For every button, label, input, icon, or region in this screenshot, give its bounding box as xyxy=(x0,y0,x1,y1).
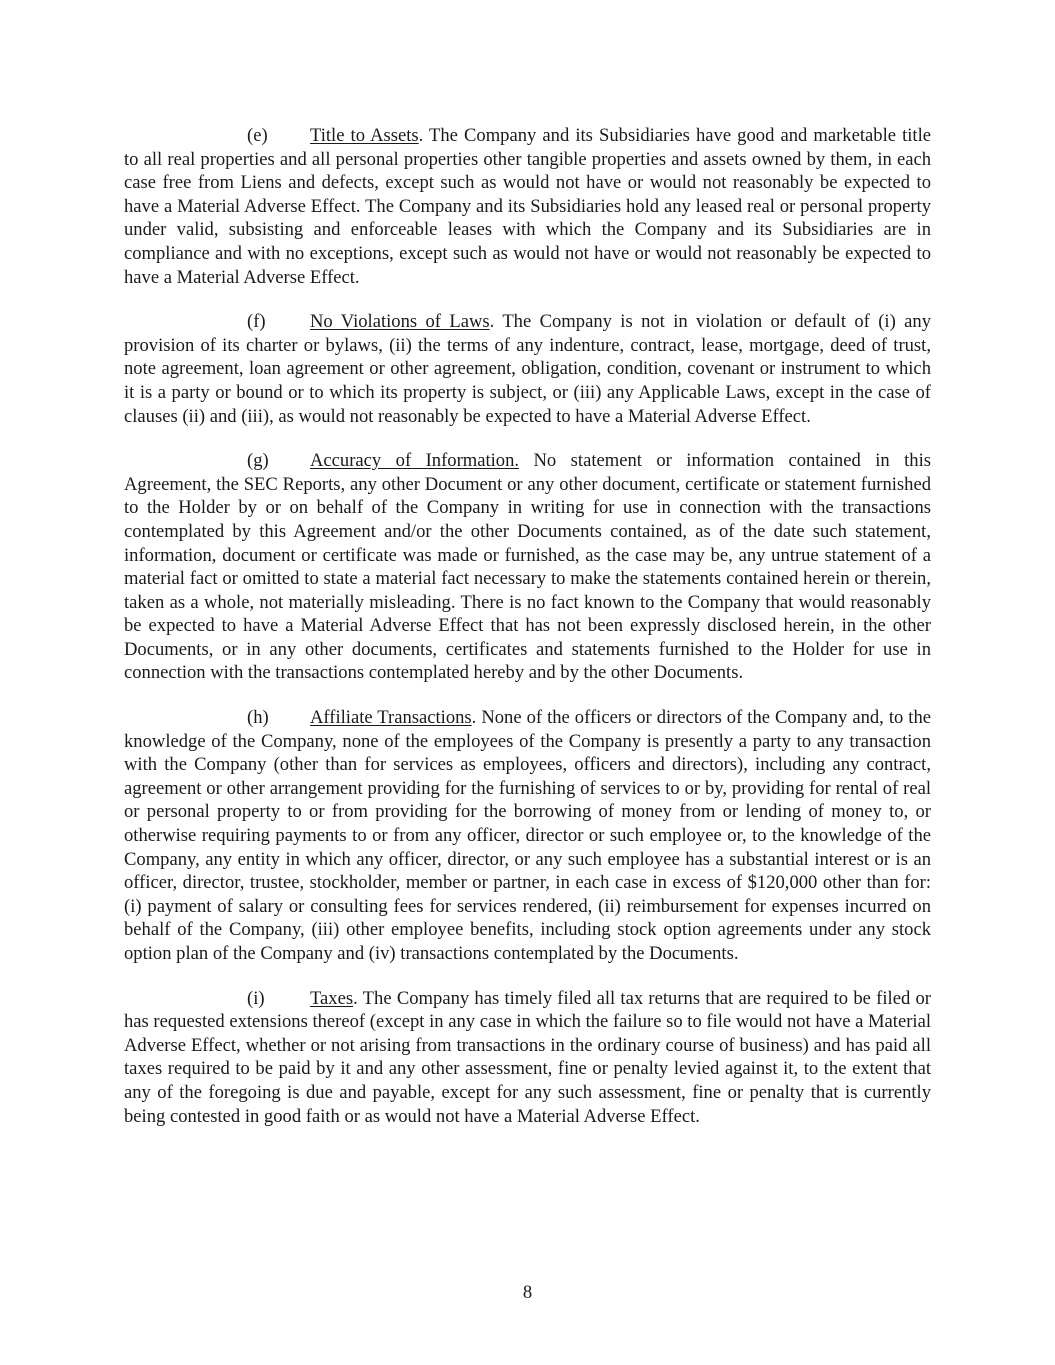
clause-text: . None of the officers or directors of the Company and, to the knowledge of the Company, none of the employees of the Company is presently a party to any transaction with the Company (other than for services as employees, officers and directors), including any contract, agreement or other arrangement providing for the furnishing of services to or by, providing for rental of real or personal property to or from providing for the borrowing of money from or lending of money to, or otherwise requiring payments to or from any officer, director or such employee or, to the knowledge of the Company, any entity in which any officer, director, or any such employee has a substantial interest or is an officer, director, trustee, stockholder, member or partner, in each case in excess of $120,000 other than for: (i) payment of salary or consulting fees for services rendered, (ii) reimbursement for expenses incurred on behalf of the Company, (iii) other employee benefits, including stock option agreements under any stock option plan of the Company and (iv) transactions contemplated by the Documents. xyxy=(124,707,932,964)
clause-label: (i) xyxy=(247,987,265,1009)
clause-title: Title to Assets xyxy=(310,125,419,146)
clause-text: . The Company and its Subsidiaries have good and marketable title to all real properties and all personal properties other tangible properties and assets owned by them, in each case free from Liens and defects, except such as would not have or would not reasonably be expected to have a Material Adverse Effect. The Company and its Subsidiaries hold any leased real or personal property under valid, subsisting and enforceable leases with which the Company and its Subsidiaries are in compliance and with no exceptions, except such as would not have or would not reasonably be expected to have a Material Adverse Effect. xyxy=(124,125,931,288)
clause-g xyxy=(124,449,931,685)
clause-title: Taxes xyxy=(310,987,354,1009)
clause-title: Accuracy of Information. xyxy=(310,450,520,472)
clause-label: (e) xyxy=(247,125,268,146)
clause-text: No statement or information contained in this Agreement, the SEC Reports, any other Document or any other document, certificate or statement furnished to the Holder by or on behalf of the Company in writing for use in connection with the transactions contemplated by this Agreement and/or the other Documents contained, as of the date such statement, information, document or certificate was made or furnished, as the case may be, any untrue statement of a material fact or omitted to state a material fact necessary to make the statements contained herein or therein, taken as a whole, not materially misleading. There is no fact known to the Company that would reasonably be expected to have a Material Adverse Effect that has not been expressly disclosed herein, in the other Documents, or in any other documents, certificates and statements furnished to the Holder for use in connection with the transactions contemplated hereby and by the other Documents. xyxy=(124,450,931,684)
document-body xyxy=(124,124,931,1149)
clause-title: Affiliate Transactions xyxy=(310,707,472,729)
clause-title: No Violations of Laws xyxy=(310,311,490,333)
clause-label: (f) xyxy=(247,311,266,333)
clause-text: . The Company is not in violation or default of (i) any provision of its charter or bylaws, (ii) the terms of any indenture, contract, lease, mortgage, deed of trust, note agreement, loan agreement or other agreement, obligation, condition, covenant or instrument to which it is a party or bound or to which its property is subject, or (iii) any Applicable Laws, except in the case of clauses (ii) and (iii), as would not reasonably be expected to have a Material Adverse Effect. xyxy=(124,311,932,427)
clause-e xyxy=(124,124,931,289)
clause-label: (h) xyxy=(247,707,269,729)
clause-h xyxy=(124,706,931,966)
page-number: 8 xyxy=(522,1282,533,1303)
clause-i xyxy=(124,987,931,1129)
clause-label: (g) xyxy=(247,450,269,472)
clause-text: . The Company has timely filed all tax returns that are required to be filed or has requested extensions thereof (except in any case in which the failure so to file would not have a Material Adverse Effect, whether or not arising from transactions in the ordinary course of business) and has paid all taxes required to be paid by it and any other assessment, fine or penalty levied against it, to the extent that any of the foregoing is due and payable, except for any such assessment, fine or penalty that is currently being contested in good faith or as would not have a Material Adverse Effect. xyxy=(124,987,931,1127)
clause-f xyxy=(124,310,931,428)
